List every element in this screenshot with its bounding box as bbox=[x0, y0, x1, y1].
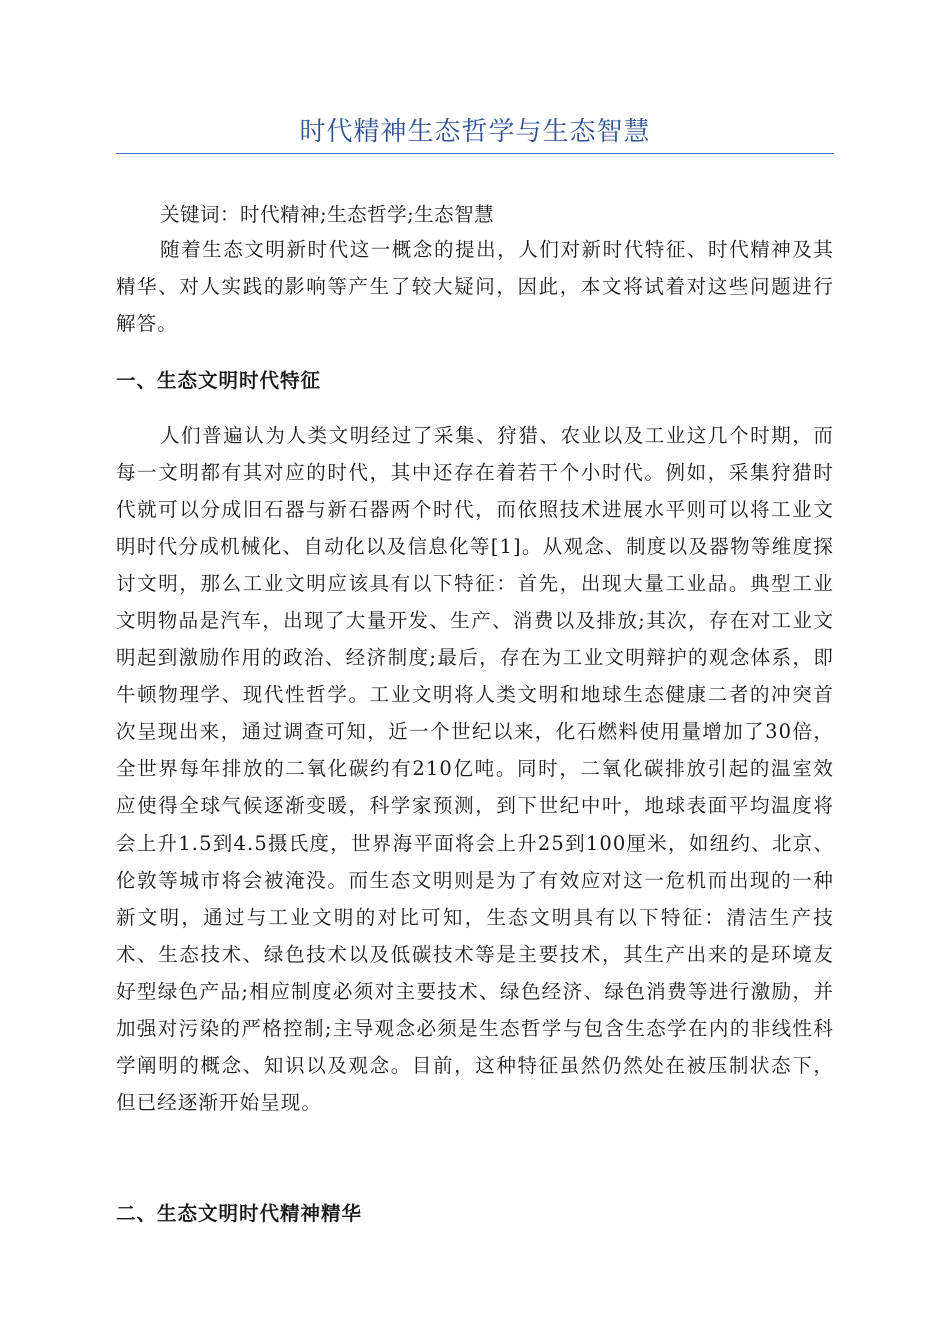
section-heading-1: 一、生态文明时代特征 bbox=[116, 369, 322, 392]
keywords-line: 关键词：时代精神;生态哲学;生态智慧 bbox=[160, 202, 495, 226]
section-heading-2: 二、生态文明时代精神精华 bbox=[116, 1202, 363, 1225]
section-1-paragraph: 人们普遍认为人类文明经过了采集、狩猎、农业以及工业这几个时期，而每一文明都有其对应的时代，其中还存在着若干个小时代。例如，采集狩猎时代就可以分成旧石器与新石器两个时代，而依照技术进展水平则可以将工业文明时代分成机械化、自动化以及信息化等[1]。从观念、制度以及器物等维度探讨文明，那么工业文明应该具有以下特征：首先，出现大量工业品。典型工业文明物品是汽车，出现了大量开发、生产、消费以及排放;其次，存在对工业文明起到激励作用的政治、经济制度;最后，存在为工业文明辩护的观念体系，即牛顿物理学、现代性哲学。工业文明将人类文明和地球生态健康二者的冲突首次呈现出来，通过调查可知，近一个世纪以来，化石燃料使用量增加了30倍，全世界每年排放的二氧化碳约有210亿吨。同时，二氧化碳排放引起的温室效应使得全球气候逐渐变暖，科学家预测，到下世纪中叶，地球表面平均温度将会上升1.5到4.5摄氏度，世界海平面将会上升25到100厘米，如纽约、北京、伦敦等城市将会被淹没。而生态文明则是为了有效应对这一危机而出现的一种新文明，通过与工业文明的对比可知，生态文明具有以下特征：清洁生产技术、生态技术、绿色技术以及低碳技术等是主要技术，其生产出来的是环境友好型绿色产品;相应制度必须对主要技术、绿色经济、绿色消费等进行激励，并加强对污染的严格控制;主导观念必须是生态哲学与包含生态学在内的非线性科学阐明的概念、知识以及观念。目前，这种特征虽然仍然处在被压制状态下，但已经逐渐开始呈现。 bbox=[116, 424, 834, 1114]
title-underline bbox=[116, 153, 834, 154]
document-title: 时代精神生态哲学与生态智慧 bbox=[299, 117, 651, 147]
document-page bbox=[116, 0, 834, 1344]
intro-paragraph: 随着生态文明新时代这一概念的提出，人们对新时代特征、时代精神及其精华、对人实践的影响等产生了较大疑问，因此，本文将试着对这些问题进行解答。 bbox=[116, 238, 834, 336]
